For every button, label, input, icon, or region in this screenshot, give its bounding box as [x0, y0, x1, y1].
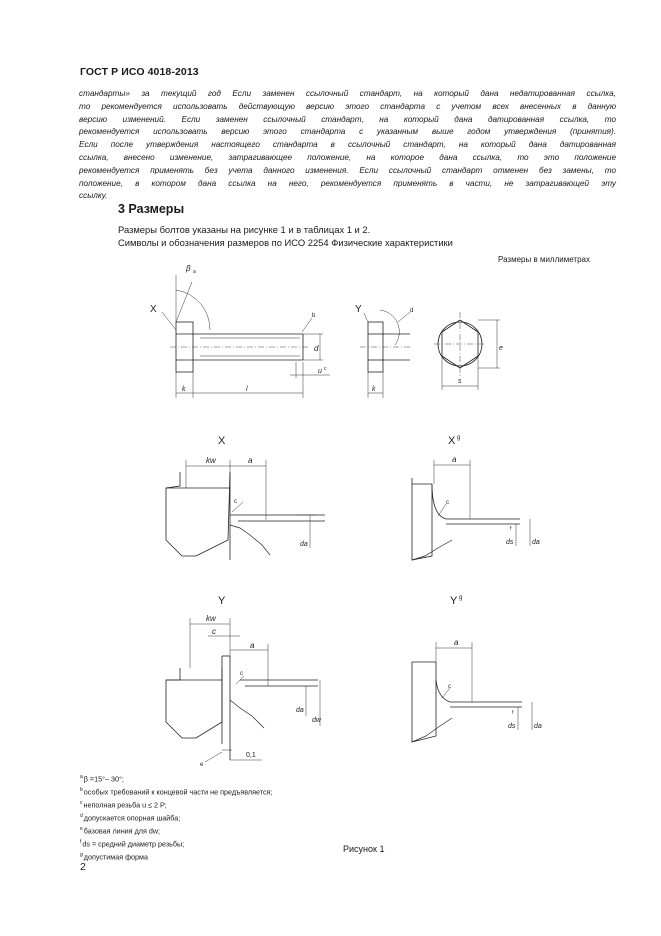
bolt-side-view: [150, 264, 330, 398]
units-note: Размеры в миллиметрах: [498, 255, 590, 264]
dim-da-label-x: da: [300, 541, 308, 548]
dim-c-label: c: [212, 627, 216, 636]
dim-s-label: s: [458, 378, 462, 385]
footnote: $^c$неполная резьба u ≤ 2 P;: [80, 799, 167, 810]
c-mark-yalt: c: [448, 684, 451, 690]
intro-line: рекомендуется использовать версию этого стандарта с указанным выше годом утверждения (принятия).: [79, 127, 616, 137]
section-title: 3 Размеры: [118, 202, 185, 216]
intro-line: ссылка, внесено изменение, затрагивающее положение, на которое дана ссылка, то это положение: [79, 152, 616, 162]
dim-dw-label-y: dw: [312, 717, 321, 724]
dim-kw-label-y: kw: [206, 614, 216, 623]
intro-line: положение, в котором дана ссылка на него, рекомендуется применять в части, не затрагивающей эту: [79, 178, 616, 188]
dim-da-label-y: da: [296, 707, 304, 714]
intro-line: версию изменений. Если заменен ссылочный стандарт, на который дана датированная ссылка, то: [79, 114, 616, 124]
footnote: $^g$допустимая форма: [80, 851, 148, 862]
view-y-label: Y: [355, 304, 362, 315]
figure-caption: Рисунок 1: [343, 844, 385, 854]
footnote: $^e$базовая линия для dw;: [80, 825, 161, 836]
hex-end-view: [434, 312, 503, 390]
intro-line: то рекомендуется использовать действующую версию этого стандарта с учетом всех внесенных в данную: [79, 101, 616, 111]
dim-a-label-y: a: [250, 641, 255, 650]
detail-y-alt: [412, 595, 542, 742]
detail-y-alt-label: Y: [450, 595, 458, 607]
detail-y-label: Y: [218, 595, 226, 607]
dim-l-label: l: [246, 386, 248, 393]
footnote: $^b$особых требований к концевой части не предъявляется;: [80, 786, 273, 797]
footnote: $^a$β =15°– 30°;: [80, 774, 124, 784]
detail-y-alt-mark: g: [459, 595, 463, 601]
dim-ds-label-yalt: ds: [508, 723, 516, 730]
detail-x-alt-label: X: [448, 435, 456, 447]
c-mark-x: c: [234, 499, 237, 505]
dim-k-label: k: [182, 386, 186, 393]
section-paragraph-2: Символы и обозначения размеров по ИСО 2254 Физические характеристики: [118, 237, 453, 248]
c-mark-xalt: c: [446, 500, 449, 506]
intro-line: Если после утверждения настоящего стандарта в ссылочный стандарт, на который дана датированная: [79, 140, 616, 150]
intro-line: ссылку.: [79, 191, 108, 201]
b-mark: b: [312, 313, 316, 319]
detail-x-label: X: [218, 435, 226, 447]
detail-x-alt-mark: g: [457, 435, 461, 441]
document-header: ГОСТ Р ИСО 4018-2013: [80, 66, 199, 78]
c-mark-y: c: [240, 671, 243, 677]
beta-label: β: [186, 264, 191, 273]
figure-footnotes: [80, 772, 272, 863]
dim-da-label-yalt: da: [534, 723, 542, 730]
footnote: $^f$ds = средний диаметр резьбы;: [80, 838, 185, 849]
bolt-y-view: [355, 304, 413, 398]
dim-u-mark: c: [324, 366, 327, 372]
dim-01-label: 0,1: [246, 752, 256, 759]
section-paragraph-1: Размеры болтов указаны на рисунке 1 и в таблицах 1 и 2.: [118, 224, 371, 235]
detail-y: [166, 595, 322, 768]
page-number: 2: [80, 861, 86, 873]
d-mark: d: [410, 308, 414, 314]
dim-u-label: u: [318, 368, 322, 375]
view-x-label: X: [150, 304, 157, 315]
dim-k-label-y: k: [372, 386, 376, 393]
e-mark: e: [200, 762, 204, 768]
detail-x-alt: [412, 435, 540, 560]
dim-ds-label-xalt: ds: [506, 539, 514, 546]
footnote: $^d$допускается опорная шайба;: [80, 812, 181, 823]
dim-da-label-xalt: da: [532, 539, 540, 546]
dim-kw-label: kw: [206, 456, 216, 465]
beta-mark: a: [193, 269, 196, 275]
view-x-leader: [162, 312, 176, 330]
intro-line: стандарты» за текущий год Если заменен ссылочный стандарт, на который дана недатированная ссылка,: [79, 89, 616, 98]
f-mark-yalt: f: [512, 710, 514, 716]
f-mark-xalt: f: [510, 526, 512, 532]
dim-a-label-xalt: a: [452, 455, 457, 464]
dim-a-label-yalt: a: [454, 638, 459, 647]
intro-line: рекомендуется применять без учета данного изменения. Если ссылочный стандарт отменен без замены, то: [79, 165, 616, 175]
dim-e-label: e: [499, 345, 503, 352]
dim-d-label: d: [314, 344, 319, 353]
detail-x: [166, 435, 325, 560]
dim-a-label: a: [248, 456, 253, 465]
